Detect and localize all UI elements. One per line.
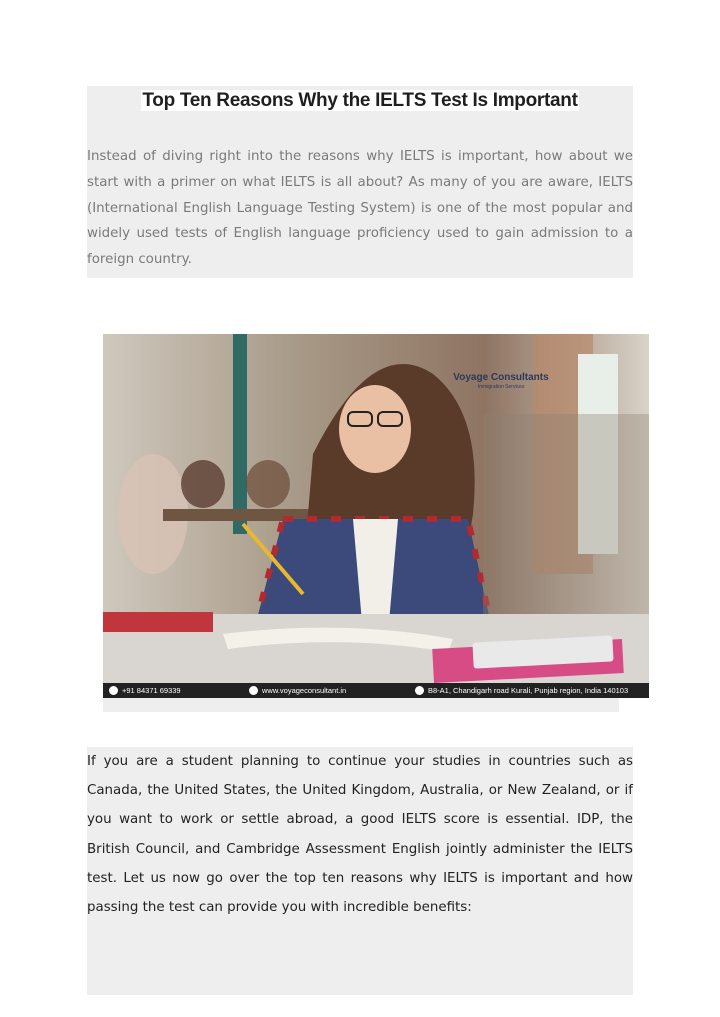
body-paragraph-block (87, 747, 633, 995)
globe-icon (249, 686, 258, 695)
phone-item (109, 683, 181, 698)
website-text: www.voyageconsultant.in (262, 686, 347, 695)
location-pin-icon (415, 686, 424, 695)
body-paragraph: If you are a student planning to continue your studies in countries such as Canada, the United States, the United Kingdom, Australia, or New Zealand, or if you want to work or settle abroad, a good IELTS score is essential. IDP, the British Council, and Cambridge Assessment English jointly administer the IELTS test. Let us now go over the top ten reasons why IELTS is important and how passing the test can provide you with incredible benefits: (87, 754, 633, 916)
logo-subtitle: Immigration Services (477, 384, 525, 390)
website-item (249, 683, 346, 698)
page-title-text: Top Ten Reasons Why the IELTS Test Is Important (142, 90, 578, 111)
student-photo (103, 334, 649, 698)
title-block (87, 86, 633, 144)
logo-name: Voyage Consultants (453, 372, 549, 383)
intro-paragraph-block (87, 144, 633, 278)
page-title (87, 88, 633, 114)
photo-caption-strip (103, 698, 619, 712)
address-item (415, 683, 628, 698)
phone-icon (109, 686, 118, 695)
contact-bar (103, 683, 649, 698)
voyage-logo (451, 354, 551, 409)
address-text: B8-A1, Chandigarh road Kurali, Punjab region, India 140103 (428, 686, 629, 695)
phone-text: +91 84371 69339 (122, 686, 181, 695)
intro-paragraph: Instead of diving right into the reasons why IELTS is important, how about we start with a primer on what IELTS is all about? As many of you are aware, IELTS (International English Language Testing System) is one of the most popular and widely used tests of English language proficiency used to gain admission to a foreign country. (87, 149, 633, 268)
student-photo-illustration (103, 334, 649, 698)
